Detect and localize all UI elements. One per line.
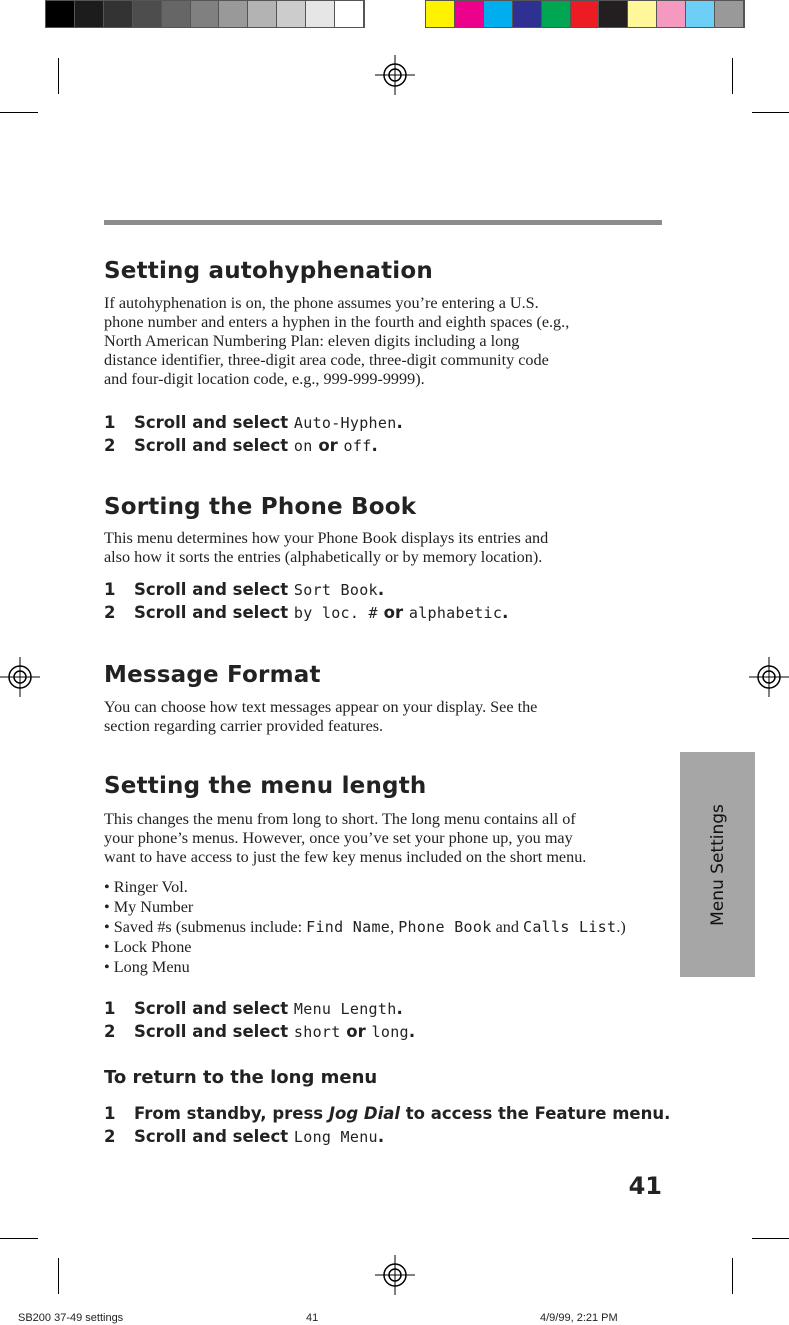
lcd-menu-text: off (343, 437, 372, 455)
step-item (104, 1127, 384, 1146)
step-end: . (502, 603, 509, 622)
sorting-line: also how it sorts the entries (alphabetically or by memory location). (104, 548, 543, 566)
step-item (104, 999, 403, 1018)
step-text: Scroll and select (134, 603, 294, 622)
lcd-menu-text: on (293, 437, 313, 455)
calibration-swatch (513, 1, 542, 27)
autohyphen-line: North American Numbering Plan: eleven digits including a long (104, 332, 520, 350)
calibration-swatch (455, 1, 484, 27)
calibration-swatch (75, 1, 104, 27)
lcd-menu-text: alphabetic (408, 604, 503, 622)
list-item (104, 918, 626, 937)
step-text: Scroll and select (134, 580, 294, 599)
step-text: Scroll and select (134, 1127, 294, 1146)
lcd-menu-text: long (371, 1023, 409, 1041)
crop-mark (58, 58, 59, 94)
step-end: . (371, 436, 378, 455)
step-item (104, 1104, 670, 1123)
lcd-menu-text: Phone Book (398, 918, 492, 936)
menulength-line: want to have access to just the few key menus included on the short menu. (104, 848, 587, 866)
lcd-menu-text: short (293, 1023, 341, 1041)
calibration-swatch (599, 1, 628, 27)
lcd-menu-text: Sort Book (293, 581, 378, 599)
section-heading-message-format: Message Format (104, 662, 321, 688)
message-line: You can choose how text messages appear on your display. See the (104, 698, 538, 716)
step-text: Scroll and select (134, 436, 294, 455)
step-text: Scroll and select (134, 413, 294, 432)
lcd-menu-text: Find Name (306, 918, 391, 936)
step-number: 2 (104, 1022, 116, 1041)
list-item: • My Number (104, 898, 194, 916)
calibration-swatch (104, 1, 133, 27)
bullet-text: .) (616, 918, 626, 936)
calibration-swatch (657, 1, 686, 27)
crop-mark (732, 1258, 733, 1294)
lcd-menu-text: Menu Length (293, 1000, 397, 1018)
autohyphen-line: phone number and enters a hyphen in the fourth and eighth spaces (e.g., (104, 313, 570, 331)
step-text: Scroll and select (134, 1022, 294, 1041)
lcd-menu-text: Auto-Hyphen (293, 414, 397, 432)
section-heading-autohyphenation: Setting autohyphenation (104, 258, 433, 284)
calibration-swatch (542, 1, 571, 27)
calibration-swatch (571, 1, 600, 27)
step-text: Scroll and select (134, 999, 294, 1018)
grayscale-calibration-bar (45, 0, 365, 28)
crop-mark (752, 112, 789, 113)
step-item (104, 1022, 415, 1041)
autohyphen-line: If autohyphenation is on, the phone assumes you’re entering a U.S. (104, 294, 539, 312)
step-end: . (377, 580, 385, 599)
autohyphen-line: distance identifier, three-digit area code, three-digit community code (104, 351, 549, 369)
registration-mark-icon (375, 1255, 415, 1295)
side-tab-label: Menu Settings (707, 803, 728, 926)
step-number: 1 (104, 999, 116, 1018)
bullet-text: , (390, 918, 399, 936)
menulength-line: This changes the menu from long to short. The long menu contains all of (104, 810, 576, 828)
calibration-swatch (335, 1, 364, 27)
side-tab (680, 752, 755, 977)
calibration-swatch (162, 1, 191, 27)
list-item: • Ringer Vol. (104, 878, 188, 896)
section-heading-sorting: Sorting the Phone Book (104, 494, 417, 520)
registration-mark-icon (749, 657, 789, 697)
step-end: to access the Feature menu. (400, 1104, 671, 1123)
lcd-menu-text: by loc. # (293, 604, 378, 622)
calibration-swatch (133, 1, 162, 27)
step-end: . (396, 999, 403, 1018)
crop-mark (732, 58, 733, 94)
step-number: 1 (104, 580, 116, 599)
step-end: . (408, 1022, 416, 1041)
sorting-line: This menu determines how your Phone Book displays its entries and (104, 529, 549, 547)
calibration-swatch (628, 1, 657, 27)
calibration-swatch (248, 1, 277, 27)
step-item (104, 436, 378, 455)
step-item (104, 603, 508, 622)
step-number: 2 (104, 436, 116, 455)
list-item: • Lock Phone (104, 938, 192, 956)
crop-mark (0, 1238, 38, 1239)
calibration-swatch (306, 1, 335, 27)
step-end: . (377, 1127, 385, 1146)
lcd-menu-text: Long Menu (293, 1128, 378, 1146)
calibration-swatch (46, 1, 75, 27)
slug-file: SB200 37-49 settings (18, 1312, 124, 1324)
step-number: 1 (104, 1104, 116, 1123)
list-item: • Long Menu (104, 958, 190, 976)
calibration-swatch (191, 1, 220, 27)
step-end: . (396, 413, 403, 432)
subheading-return-long-menu: To return to the long menu (104, 1067, 378, 1088)
step-item (104, 580, 384, 599)
jog-dial-text: Jog Dial (328, 1104, 401, 1123)
crop-mark (752, 1238, 789, 1239)
slug-page: 41 (306, 1312, 319, 1324)
step-item (104, 413, 403, 432)
step-conjunction: or (377, 603, 409, 622)
lcd-menu-text: Calls List (523, 918, 617, 936)
calibration-swatch (426, 1, 455, 27)
color-calibration-bar (425, 0, 745, 28)
registration-mark-icon (375, 55, 415, 95)
crop-mark (0, 112, 38, 113)
autohyphen-line: and four-digit location code, e.g., 999-999-9999). (104, 370, 425, 388)
step-number: 1 (104, 413, 116, 432)
registration-mark-icon (0, 657, 40, 697)
menulength-line: your phone’s menus. However, once you’ve set your phone up, you may (104, 829, 573, 847)
step-conjunction: or (312, 436, 344, 455)
bullet-text: and (491, 918, 523, 936)
step-text: From standby, press (134, 1104, 329, 1123)
calibration-swatch (219, 1, 248, 27)
step-number: 2 (104, 1127, 116, 1146)
slug-date: 4/9/99, 2:21 PM (540, 1312, 618, 1324)
step-number: 2 (104, 603, 116, 622)
crop-mark (58, 1258, 59, 1294)
calibration-swatch (484, 1, 513, 27)
message-line: section regarding carrier provided features. (104, 717, 384, 735)
section-heading-menu-length: Setting the menu length (104, 773, 427, 799)
bullet-text: • Saved #s (submenus include: (104, 918, 307, 936)
calibration-swatch (277, 1, 306, 27)
page-number: 41 (628, 1172, 662, 1200)
calibration-swatch (686, 1, 715, 27)
top-rule (104, 220, 662, 225)
calibration-swatch (715, 1, 744, 27)
step-conjunction: or (340, 1022, 372, 1041)
